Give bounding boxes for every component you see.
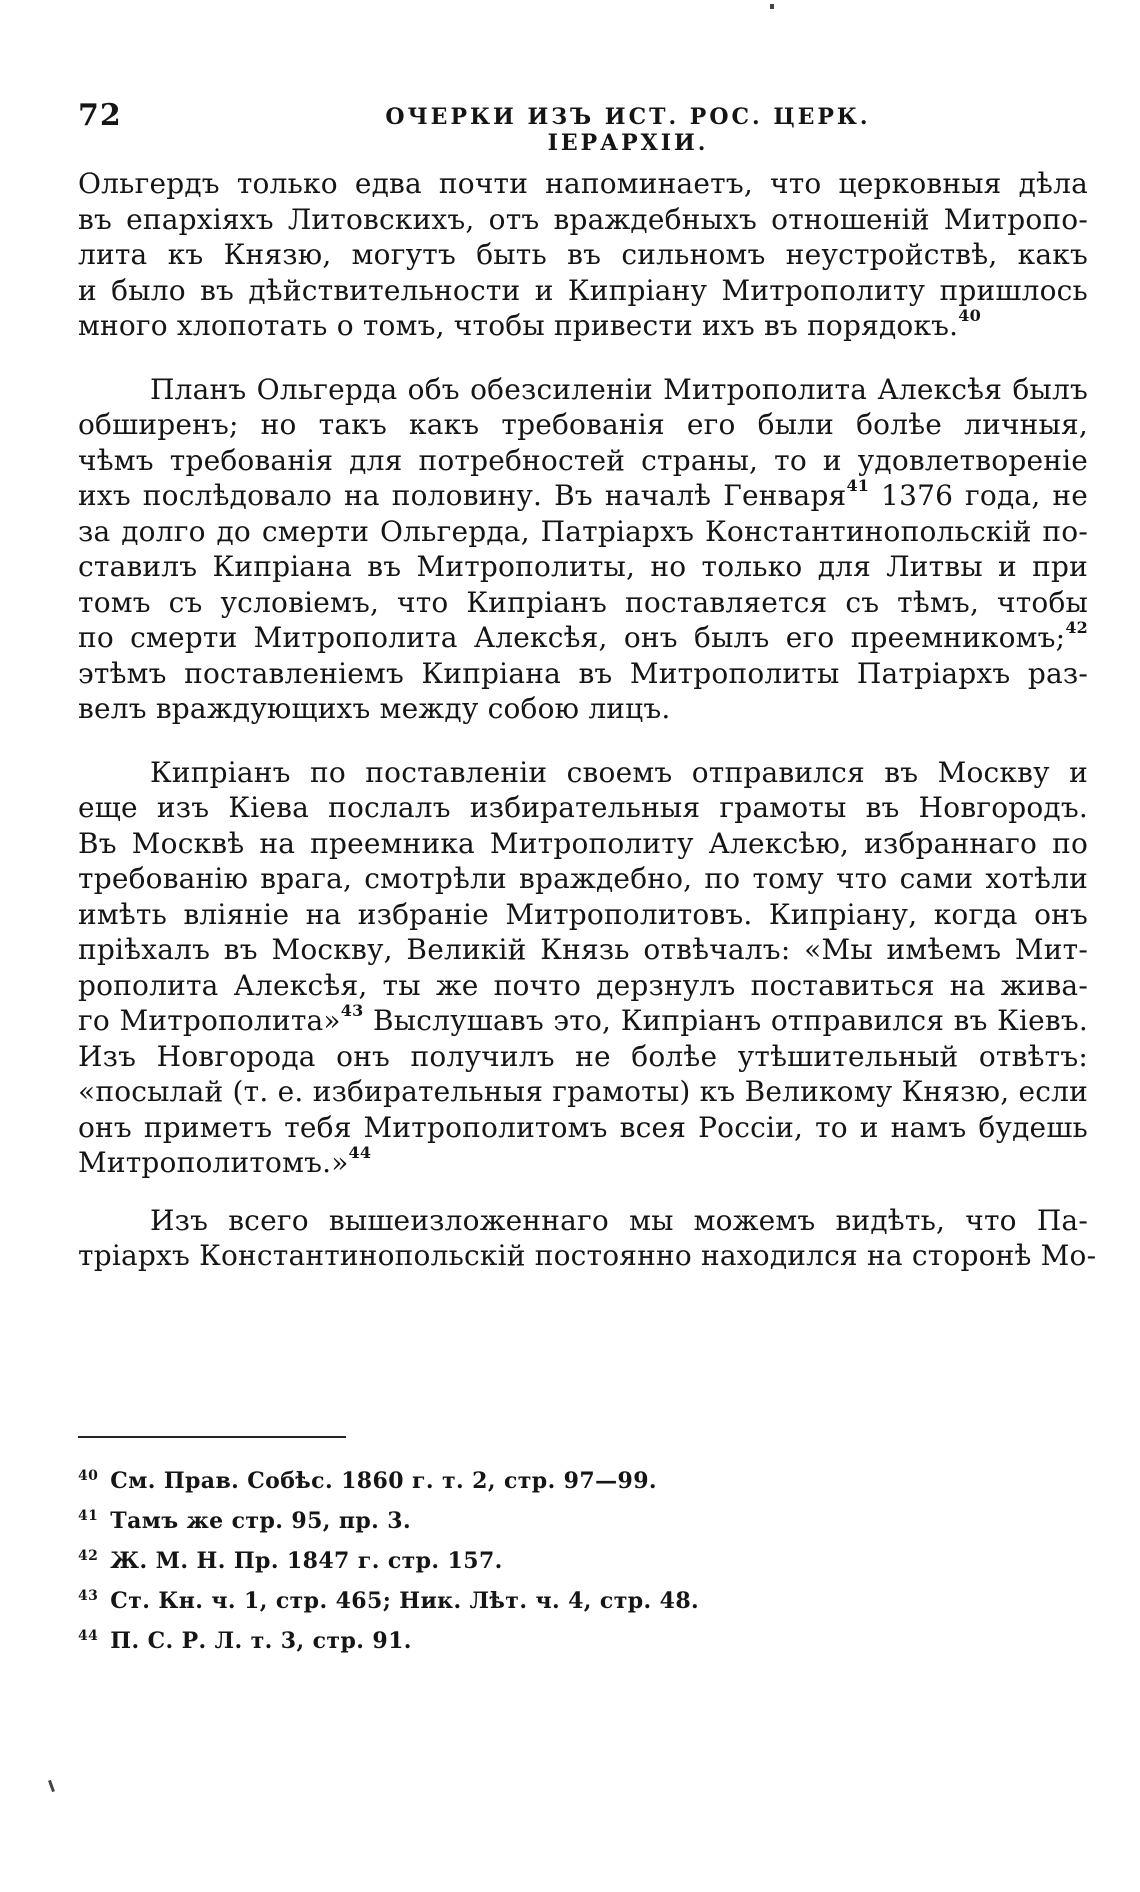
page-header bbox=[78, 98, 1078, 156]
footnote-number: 44 bbox=[78, 1628, 99, 1644]
footnote-rule bbox=[78, 1436, 346, 1438]
footnote-number: 41 bbox=[78, 1508, 99, 1524]
footnote: $^{44}$ П. С. Р. Л. т. 3, стр. 91. bbox=[78, 1628, 412, 1654]
footnote-number: 43 bbox=[78, 1588, 99, 1604]
paragraph-1 bbox=[78, 166, 1088, 344]
text-line: въ епархiяхъ Литовскихъ, отъ враждебныхъ отношенiй Митропо- bbox=[78, 202, 1088, 236]
main-text bbox=[78, 166, 1097, 1302]
running-title: ОЧЕРКИ ИЗЪ ИСТ. РОС. ЦЕРК. IЕРАРХIИ. bbox=[385, 104, 871, 156]
text-line: рополита Алексѣя, ты же почто дерзнулъ поставиться на жива- bbox=[78, 968, 1088, 1002]
paragraph-3 bbox=[78, 755, 1088, 1181]
footnote: $^{41}$ Тамъ же стр. 95, пр. 3. bbox=[78, 1508, 412, 1534]
scan-speck bbox=[770, 4, 774, 9]
text-line: Ольгердъ только едва почти напоминаетъ, что церковныя дѣла bbox=[78, 167, 1088, 200]
text-line: велъ враждующихъ между собою лицъ. bbox=[78, 692, 671, 725]
footnote: $^{43}$ Ст. Кн. ч. 1, стр. 465; Ник. Лѣт. ч. 4, стр. 48. bbox=[78, 1588, 700, 1614]
paragraph-2 bbox=[78, 372, 1088, 727]
text-line: чѣмъ требованiя для потребностей страны, то и удовлетворенiе bbox=[78, 443, 1088, 477]
scan-speck bbox=[48, 1780, 55, 1792]
page-number: 72 bbox=[78, 98, 122, 133]
text-line: томъ съ условiемъ, что Кипрiанъ поставляется съ тѣмъ, чтобы bbox=[78, 585, 1088, 619]
text-line: требованiю врага, смотрѣли враждебно, по тому что сами хотѣли bbox=[78, 862, 1088, 895]
footnote-number: 42 bbox=[78, 1548, 99, 1564]
footnote-ref: 44 bbox=[348, 1143, 372, 1162]
text-line: Изъ всего вышеизложеннаго мы можемъ видѣть, что Па- bbox=[150, 1203, 1088, 1237]
text-line: го Митрополита»$^{43}$ Выслушавъ это, Кипрiанъ отправился въ Кiевъ. bbox=[78, 1001, 1088, 1037]
footnote-ref: 40 bbox=[958, 306, 981, 325]
text-line: ставилъ Кипрiана въ Митрополиты, но только для Литвы и при bbox=[78, 550, 1088, 583]
text-line: Изъ Новгорода онъ получилъ не болѣе утѣшительный отвѣтъ: bbox=[78, 1039, 1088, 1073]
text-line: «посылай (т. е. избирательныя грамоты) къ Великому Князю, если bbox=[78, 1075, 1088, 1108]
footnote: $^{42}$ Ж. М. Н. Пр. 1847 г. стр. 157. bbox=[78, 1548, 503, 1574]
text-line: Митрополитомъ.»$^{44}$ bbox=[78, 1143, 372, 1179]
text-line: имѣть влiянiе на избранiе Митрополитовъ. Кипрiану, когда онъ bbox=[78, 897, 1088, 931]
text-line: этѣмъ поставленiемъ Кипрiана въ Митрополиты Патрiархъ раз- bbox=[78, 656, 1088, 690]
footnote: $^{40}$ См. Прав. Собѣс. 1860 г. т. 2, стр. 97—99. bbox=[78, 1468, 657, 1494]
text-line: обширенъ; но такъ какъ требованiя его были болѣе личныя, bbox=[78, 408, 1088, 441]
text-line: много хлопотать о томъ, чтобы привести ихъ въ порядокъ.$^{40}$ bbox=[78, 306, 981, 342]
text-line: и было въ дѣйствительности и Кипрiану Митрополиту пришлось bbox=[78, 273, 1088, 307]
paragraph-4 bbox=[78, 1203, 1097, 1274]
text-line: трiархъ Константинопольскiй постоянно находился на сторонѣ Мо- bbox=[78, 1239, 1097, 1272]
footnote-ref: 43 bbox=[340, 1001, 364, 1020]
text-line: еще изъ Кiева послалъ избирательныя грамоты въ Новгородъ. bbox=[78, 791, 1088, 824]
text-line: лита къ Князю, могутъ быть въ сильномъ неустройствѣ, какъ bbox=[78, 238, 1088, 271]
text-line: Въ Москвѣ на преемника Митрополиту Алексѣю, избраннаго по bbox=[78, 826, 1088, 860]
footnote-ref: 41 bbox=[846, 476, 870, 495]
footnotes bbox=[78, 1456, 978, 1656]
text-line: Кипрiанъ по поставленiи своемъ отправился въ Москву и bbox=[150, 755, 1088, 789]
text-line: ихъ послѣдовало на половину. Въ началѣ Генваря$^{41}$ 1376 года, не bbox=[78, 476, 1088, 512]
text-line: за долго до смерти Ольгерда, Патрiархъ Константинопольскiй по- bbox=[78, 514, 1088, 548]
text-line: Планъ Ольгерда объ обезсиленiи Митрополита Алексѣя былъ bbox=[150, 372, 1088, 406]
text-line: онъ приметъ тебя Митрополитомъ всея Россiи, то и намъ будешь bbox=[78, 1110, 1088, 1144]
text-line: прiѣхалъ въ Москву, Великiй Князь отвѣчалъ: «Мы имѣемъ Мит- bbox=[78, 933, 1088, 966]
footnote-ref: 42 bbox=[1065, 618, 1088, 637]
text-line: по смерти Митрополита Алексѣя, онъ былъ его преемникомъ;$^{42}$ bbox=[78, 618, 1088, 654]
footnote-number: 40 bbox=[78, 1468, 99, 1484]
